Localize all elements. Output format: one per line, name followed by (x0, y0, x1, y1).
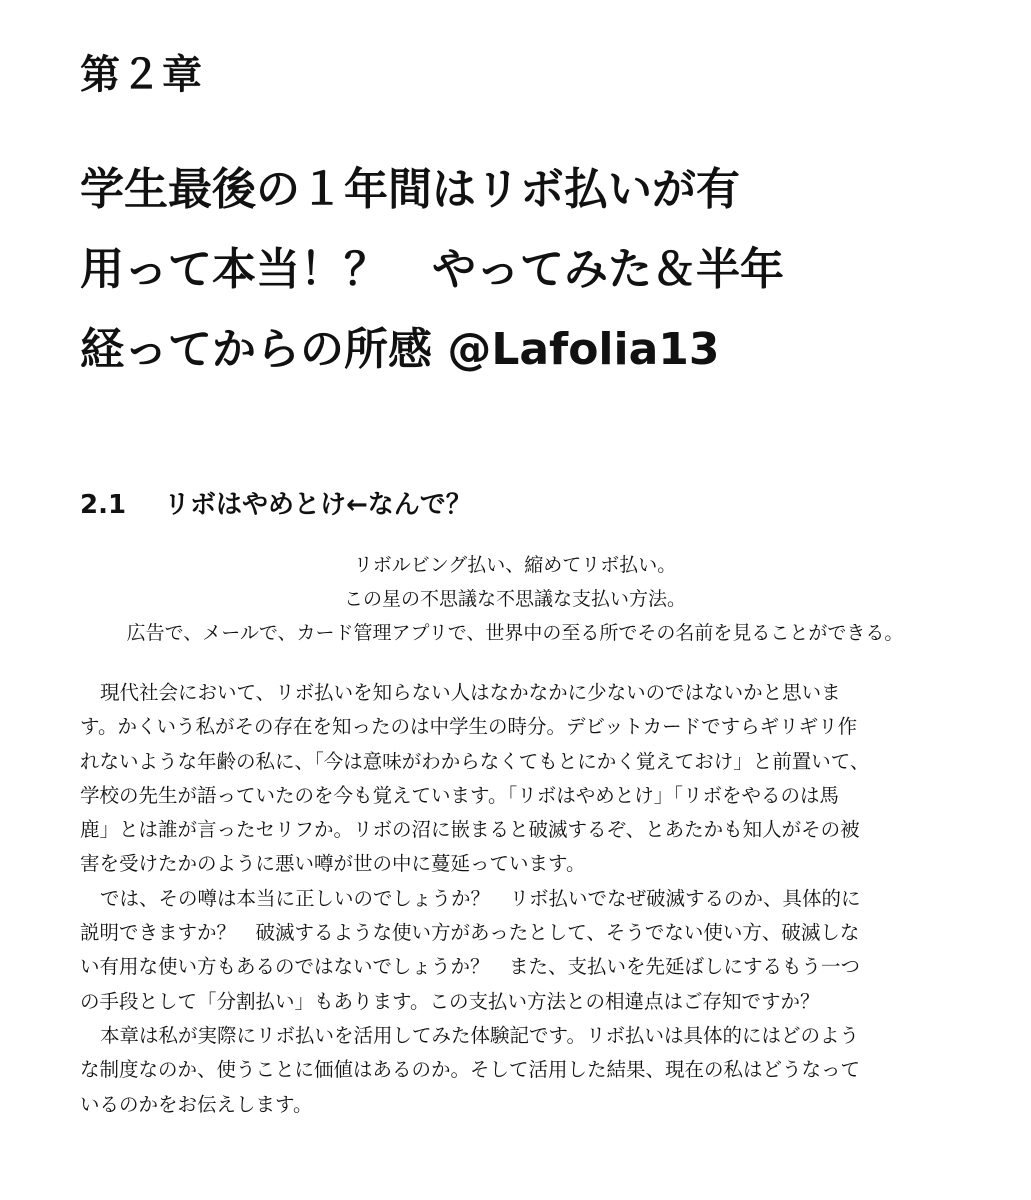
paragraph (80, 676, 950, 882)
chapter-title-line: 経ってからの所感 @Lafolia13 (80, 324, 720, 375)
section-heading (80, 487, 472, 523)
chapter-title-line: 用って本当！？ やってみた＆半年 (80, 244, 784, 295)
body-line: 学校の先生が語っていたのを今も覚えています。「リボはやめとけ」「リボをやるのは馬 (80, 783, 839, 807)
chapter-label: 第２章 (80, 52, 203, 98)
body-line: 害を受けたかのように悪い噂が世の中に蔓延っています。 (80, 852, 586, 876)
paragraph (80, 882, 950, 1019)
body-line: い有用な使い方もあるのではないでしょうか？ また、支払いを先延ばしにするもう一つ (80, 955, 861, 979)
chapter-title-line: 学生最後の１年間はリボ払いが有 (80, 164, 740, 215)
body-line: いるのかをお伝えします。 (80, 1092, 313, 1116)
epigraph-line: この星の不思議な不思議な支払い方法。 (343, 588, 686, 610)
paragraph (80, 1019, 950, 1122)
section-title: リボはやめとけ←なんで？ (164, 490, 472, 520)
body-line: 説明できますか？ 破滅するような使い方があったとして、そうでない使い方、破滅しな (80, 921, 860, 945)
body-line: 本章は私が実際にリボ払いを活用してみた体験記です。リボ払いは具体的にはどのよう (100, 1023, 859, 1047)
body-text (80, 676, 950, 1122)
epigraph-line: リボルビング払い、縮めてリボ払い。 (353, 554, 677, 576)
body-line: れないような年齢の私に、「今は意味がわからなくてもとにかく覚えておけ」と前置いて、 (80, 749, 870, 773)
section-number: 2.1 (80, 490, 127, 520)
epigraph-line: 広告で、メールで、カード管理アプリで、世界中の至る所でその名前を見ることができる。 (126, 622, 904, 644)
epigraph (80, 548, 950, 650)
body-line: の手段として「分割払い」もあります。この支払い方法との相違点はご存知ですか？ (80, 989, 820, 1013)
chapter-title (80, 150, 940, 390)
body-line: 現代社会において、リボ払いを知らない人はなかなかに少ないのではないかと思いま (100, 681, 841, 704)
body-line: な制度なのか、使うことに価値はあるのか。そして活用した結果、現在の私はどうなって (80, 1058, 861, 1082)
body-line: 鹿」とは誰が言ったセリフか。リボの沼に嵌まると破滅するぞ、とあたかも知人がその被 (80, 818, 860, 842)
body-line: では、その噂は本当に正しいのでしょうか？ リボ払いでなぜ破滅するのか、具体的に (100, 886, 861, 910)
body-line: す。かくいう私がその存在を知ったのは中学生の時分。デビットカードですらギリギリ作 (80, 715, 858, 739)
